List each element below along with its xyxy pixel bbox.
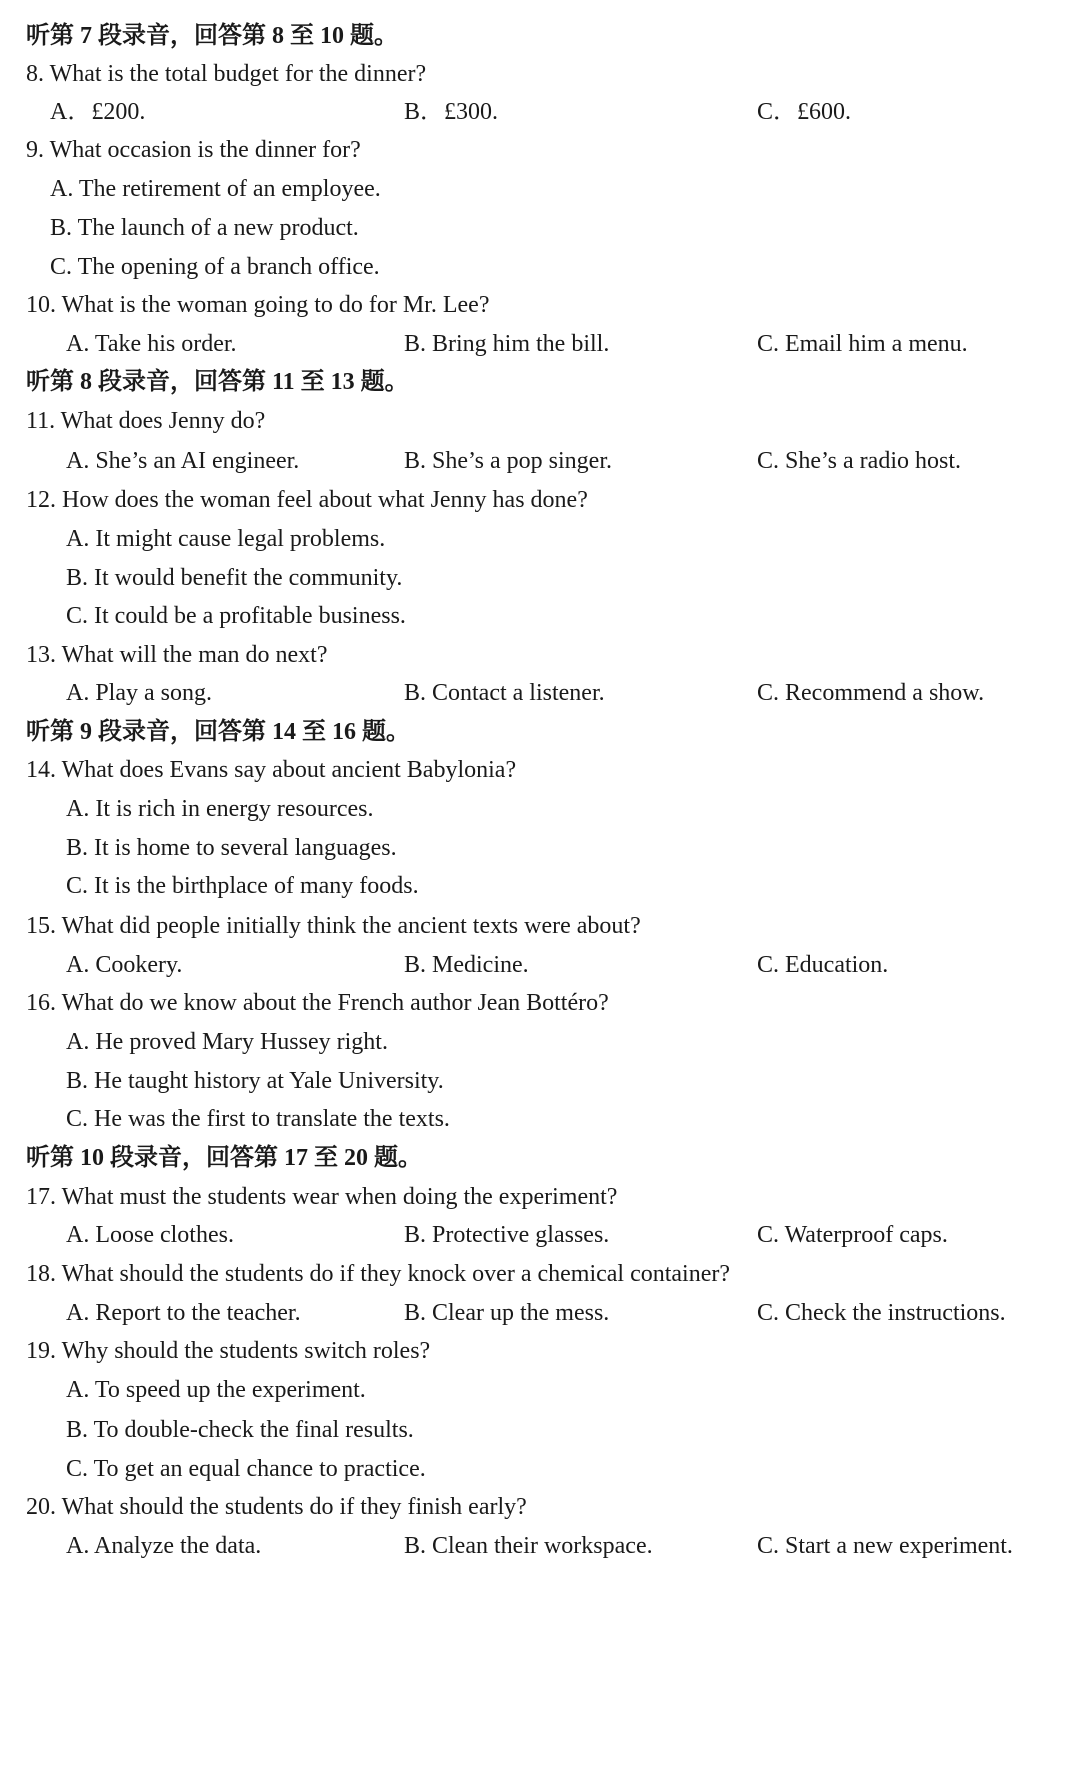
option-c: C. Education. — [757, 952, 889, 978]
question-stem: 14. What does Evans say about ancient Babylonia? — [26, 757, 517, 783]
option-c: C. To get an equal chance to practice. — [66, 1456, 426, 1482]
option-a: A. Loose clothes. — [66, 1222, 234, 1248]
option-a: A. Report to the teacher. — [66, 1300, 301, 1326]
question-stem: 10. What is the woman going to do for Mr. Lee? — [26, 292, 490, 318]
option-c: C．£600. — [757, 99, 852, 125]
option-c: C. It is the birthplace of many foods. — [66, 873, 419, 899]
section-heading: 听第 7 段录音，回答第 8 至 10 题。 — [26, 23, 398, 49]
option-c: C. Check the instructions. — [757, 1300, 1006, 1326]
option-a: A. To speed up the experiment. — [66, 1377, 366, 1403]
option-c: C. He was the first to translate the texts. — [66, 1106, 450, 1132]
option-c: C. Start a new experiment. — [757, 1533, 1013, 1559]
option-c: C. It could be a profitable business. — [66, 603, 406, 629]
option-c: C. The opening of a branch office. — [50, 254, 380, 280]
section-heading: 听第 8 段录音，回答第 11 至 13 题。 — [26, 369, 409, 395]
question-stem: 13. What will the man do next? — [26, 642, 328, 668]
question-stem: 16. What do we know about the French author Jean Bottéro? — [26, 990, 609, 1016]
option-a: A. It is rich in energy resources. — [66, 796, 374, 822]
option-b: B. Medicine. — [404, 952, 529, 978]
option-a: A．£200. — [50, 99, 146, 125]
option-b: B. Bring him the bill. — [404, 331, 610, 357]
option-b: B. To double-check the final results. — [66, 1417, 414, 1443]
option-c: C. Email him a menu. — [757, 331, 968, 357]
option-c: C. Waterproof caps. — [757, 1222, 948, 1248]
question-stem: 19. Why should the students switch roles? — [26, 1338, 431, 1364]
option-b: B. He taught history at Yale University. — [66, 1068, 444, 1094]
option-a: A. Play a song. — [66, 680, 212, 706]
option-a: A. Take his order. — [66, 331, 237, 357]
question-stem: 17. What must the students wear when doing the experiment? — [26, 1184, 618, 1210]
option-a: A. Analyze the data. — [66, 1533, 262, 1559]
option-b: B. The launch of a new product. — [50, 215, 359, 241]
option-c: C. She’s a radio host. — [757, 448, 961, 474]
option-a: A. She’s an AI engineer. — [66, 448, 300, 474]
option-row — [0, 439, 1080, 483]
section-heading: 听第 10 段录音，回答第 17 至 20 题。 — [26, 1145, 422, 1171]
question-stem: 12. How does the woman feel about what Jenny has done? — [26, 487, 588, 513]
option-b: B. Clean their workspace. — [404, 1533, 653, 1559]
question-stem: 8. What is the total budget for the dinner? — [26, 61, 427, 87]
option-row — [0, 1213, 1080, 1257]
question-stem: 15. What did people initially think the ancient texts were about? — [26, 913, 641, 939]
option-a: A. He proved Mary Hussey right. — [66, 1029, 388, 1055]
option-b: B. Clear up the mess. — [404, 1300, 610, 1326]
option-row — [0, 1524, 1080, 1568]
option-b: B．£300. — [404, 99, 499, 125]
option-a: A. It might cause legal problems. — [66, 526, 386, 552]
question-stem: 9. What occasion is the dinner for? — [26, 137, 361, 163]
question-stem: 18. What should the students do if they knock over a chemical container? — [26, 1261, 731, 1287]
question-stem: 20. What should the students do if they finish early? — [26, 1494, 527, 1520]
question-stem: 11. What does Jenny do? — [26, 408, 266, 434]
option-b: B. It is home to several languages. — [66, 835, 397, 861]
section-heading: 听第 9 段录音，回答第 14 至 16 题。 — [26, 719, 410, 745]
option-b: B. Contact a listener. — [404, 680, 605, 706]
option-c: C. Recommend a show. — [757, 680, 985, 706]
option-b: B. She’s a pop singer. — [404, 448, 612, 474]
option-b: B. Protective glasses. — [404, 1222, 610, 1248]
option-a: A. Cookery. — [66, 952, 183, 978]
option-a: A. The retirement of an employee. — [50, 176, 381, 202]
option-row — [0, 671, 1080, 715]
option-b: B. It would benefit the community. — [66, 565, 403, 591]
